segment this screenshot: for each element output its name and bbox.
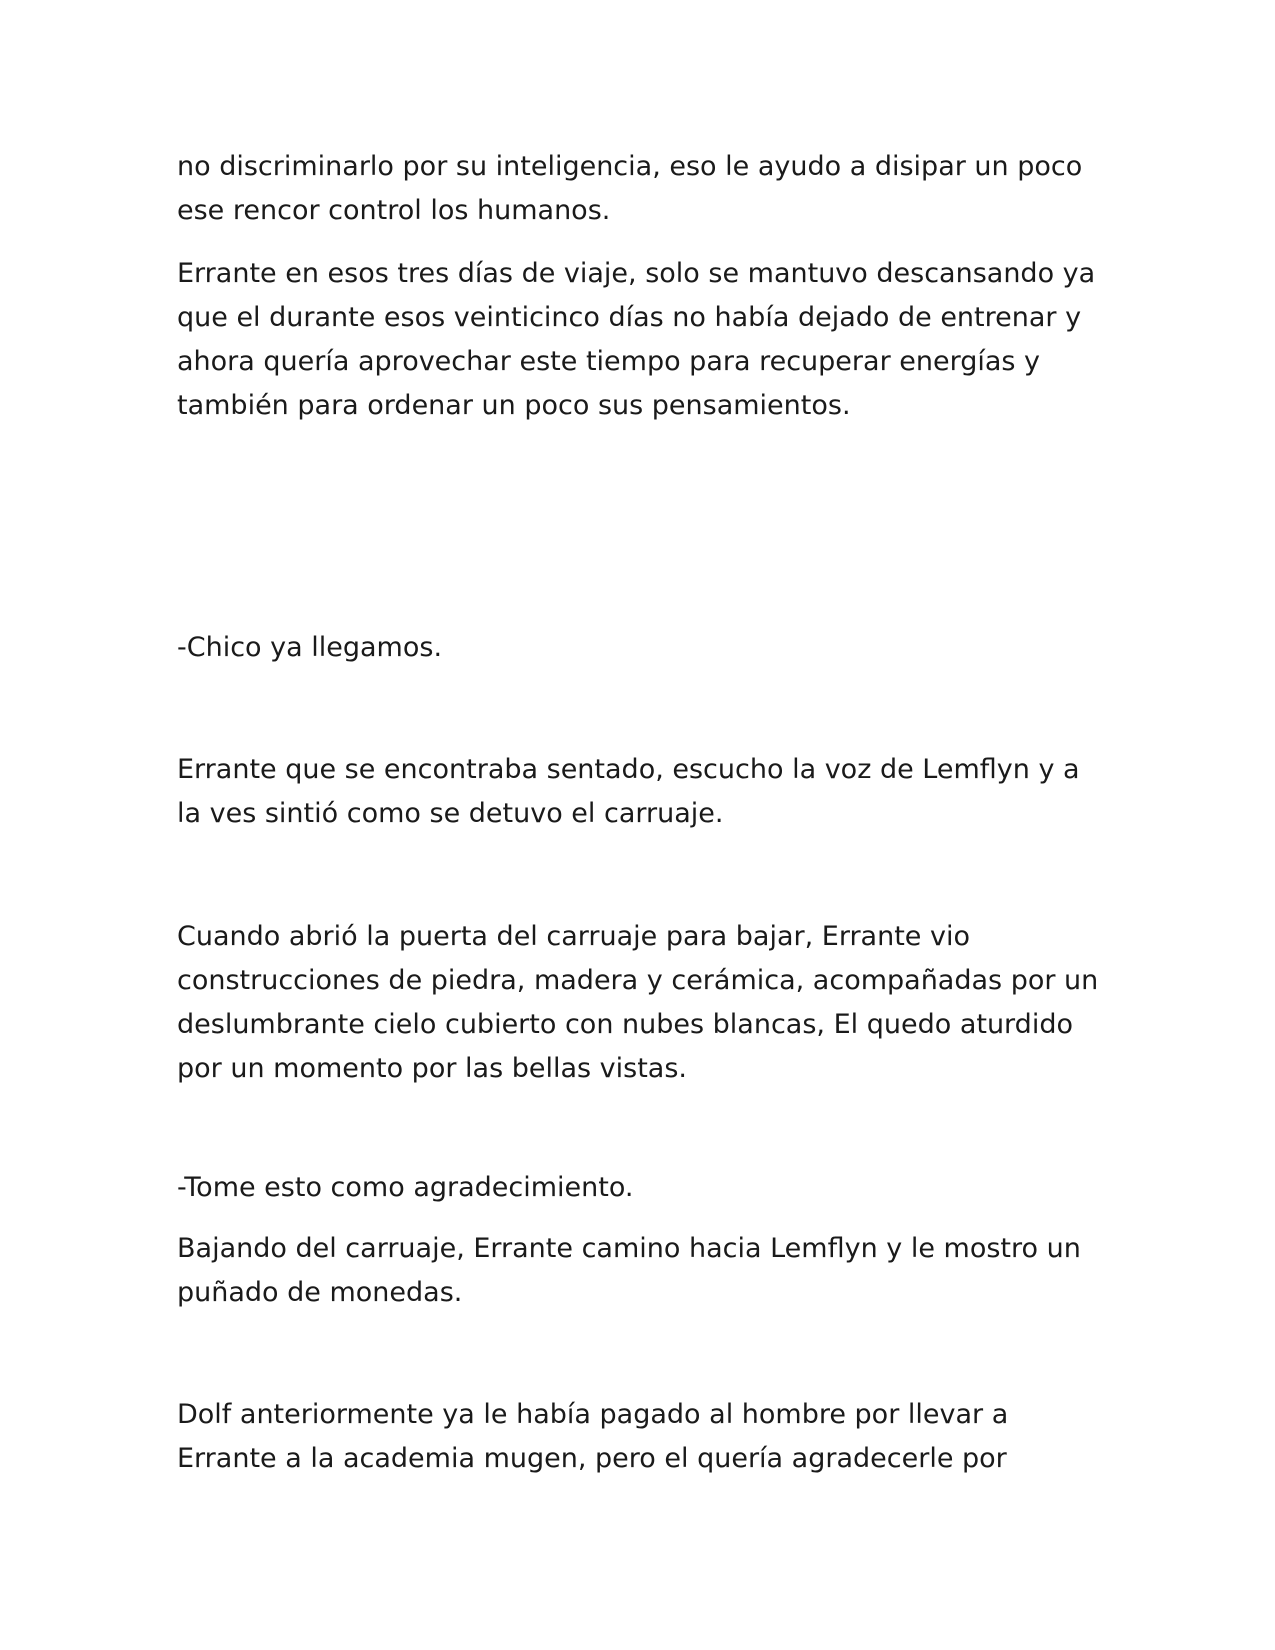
paragraph-1: no discriminarlo por su inteligencia, eso le ayudo a disipar un poco ese rencor control los humanos. xyxy=(177,151,1083,226)
paragraph-3: -Chico ya llegamos. xyxy=(177,632,443,663)
paragraph-8: Dolf anteriormente ya le había pagado al hombre por llevar a Errante a la academia mugen, pero el quería agradecerle por xyxy=(177,1399,1009,1474)
paragraph-4: Errante que se encontraba sentado, escucho la voz de Lemflyn y a la ves sintió como se detuvo el carruaje. xyxy=(177,754,1080,829)
paragraph-2: Errante en esos tres días de viaje, solo se mantuvo descansando ya que el durante esos veinticinco días no había dejado de entrenar y ahora quería aprovechar este tiempo para recuperar energías y también para ordenar un poco sus pensamientos. xyxy=(177,258,1096,421)
paragraph-6: -Tome esto como agradecimiento. xyxy=(177,1172,634,1203)
paragraph-5: Cuando abrió la puerta del carruaje para bajar, Errante vio construcciones de piedra, madera y cerámica, acompañadas por un deslumbrante cielo cubierto con nubes blancas, El quedo aturdido por un momento por las bellas vistas. xyxy=(177,921,1099,1084)
paragraph-7: Bajando del carruaje, Errante camino hacia Lemflyn y le mostro un puñado de monedas. xyxy=(177,1233,1081,1308)
